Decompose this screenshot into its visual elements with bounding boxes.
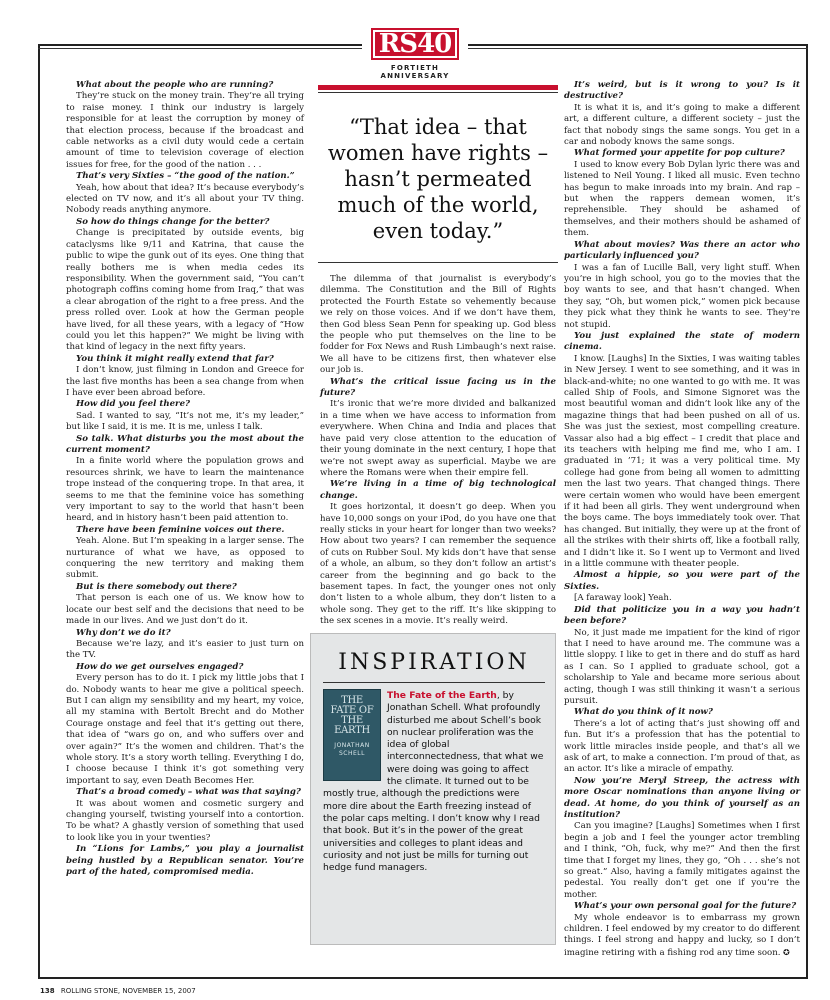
interview-answer: That person is each one of us. We know how to locate our best self and the decisions that need to be made in our lives. And we just don’t do it.	[66, 593, 304, 627]
interview-answer: They’re stuck on the money train. They’re all trying to raise money. I think our industry is largely responsible for at least the corruption by money of that election process, because if the broadcast and cable networks as a civil duty would cede a certain amount of time to television coverage of election issues for free, for the good of the nation . . .	[66, 91, 304, 170]
interview-answer: No, it just made me impatient for the kind of rigor that I need to have around me. The commune was a little sloppy. I like to get in there and do stuff as hard as I can. So I applied to graduate school, got a scholarship to Yale and became more serious about acting, though I was still thinking it wasn’t a serious pursuit.	[564, 627, 800, 706]
interview-question: But is there somebody out there?	[76, 581, 237, 592]
interview-question: Now you’re Meryl Streep, the actress with more Oscar nominations than anyone living or dead. At home, do you think of yourself as an institution?	[564, 775, 800, 820]
page-number: 138	[40, 987, 55, 995]
interview-answer: [A faraway look] Yeah.	[574, 593, 672, 604]
book-cover-author: JONATHAN SCHELL	[334, 742, 370, 757]
masthead	[362, 26, 468, 80]
article-column-2	[320, 274, 556, 628]
interview-question: What do you think of it now?	[574, 707, 713, 718]
interview-question: It’s weird, but is it wrong to you? Is it destructive?	[564, 80, 800, 102]
pull-quote-bottom-rule	[318, 262, 558, 263]
interview-question: What’s the critical issue facing us in the future?	[320, 376, 556, 399]
interview-answer: Yeah. Alone. But I’m speaking in a larger sense. The nurturance of what we have, as opposed to conquering the new territory and making them submit.	[66, 536, 304, 581]
interview-question: What about movies? Was there an actor who particularly influenced you?	[564, 239, 800, 262]
interview-question: You think it might really extend that far?	[76, 353, 274, 364]
interview-answer: Because we’re lazy, and it’s easier to just turn on the TV.	[66, 638, 304, 661]
footer-publication: ROLLING STONE, NOVEMBER 15, 2007	[60, 987, 196, 995]
interview-answer: I know. [Laughs] In the Sixties, I was waiting tables in New Jersey. I went to see something, and it was in black-and-white; no one wanted to go with me. It was called Ship of Fools, and Simone Signoret was the most beautiful woman and didn’t look like any of the magazine things that had been pushed on all of us. She was just the sexiest, most compelling creature. Vassar also had a big effect – I credit that place and its teachers with helping me find me, who I am. I graduated in ’71; it was a very political time. My college had gone from being all women to admitting men the last two years. That changed things. There were certain women who would have been emergent if it had been all girls. They went underground when the boys came. The boys immediately took over. That has changed. But initially, they were up at the front of all the strikes with their shirts off, like a football rally, and I didn’t like it. So I went up to Vermont and lived in a little commune with theater people.	[564, 353, 800, 570]
inspiration-book-title: The Fate of the Earth	[387, 690, 497, 701]
interview-answer: It’s ironic that we’re more divided and balkanized in a time when we have access to information from everywhere. When China and India and places that have paid very close attention to the education of their young dominate in the next century, I hope that we’re not swept away as superficial. Maybe we are where the Romans were when their empire fell.	[320, 399, 556, 478]
interview-question: In “Lions for Lambs,” you play a journalist being hustled by a Republican senator. You’re part of the hated, compromised media.	[66, 844, 304, 878]
interview-question: There have been feminine voices out there.	[76, 524, 285, 535]
interview-question: How did you feel there?	[76, 399, 191, 410]
interview-question: What formed your appetite for pop culture?	[574, 148, 785, 159]
inspiration-body: , by Jonathan Schell. What profoundly disturbed me about Schell’s book on nuclear proliferation was the idea of global interconnectedness, that what we were doing was going to affect the climate. It turned out to be mostly true, although the predictions were more dire about the Earth freezing instead of the polar caps melting. I don’t know why I read that book. But it’s in the power of the great universities and colleges to plant ideas and curiosity and not just be mills for turning out hedge fund managers.	[323, 690, 544, 874]
page-footer	[40, 987, 196, 995]
interview-answer: It was about women and cosmetic surgery and changing yourself, twisting yourself into a contortion. To be what? A ghastly version of something that used to look like you in your twenties?	[66, 798, 304, 843]
article-column-1	[66, 80, 304, 878]
inspiration-heading: INSPIRATION	[338, 650, 530, 675]
interview-answer: I used to know every Bob Dylan lyric there was and listened to Neil Young. I liked all music. Even techno has begun to make inroads into my brain. And rap – but when the rappers demean women, it’s reprehensible. They should be ashamed of themselves, and their mothers should be ashamed of them.	[564, 159, 800, 239]
interview-answer: It is what it is, and it’s going to make a different art, a different culture, a different society – just the fact that nobody sings the same songs. You get in a car and nobody knows the same songs.	[564, 102, 800, 148]
pull-quote-red-rule	[318, 85, 558, 90]
pull-quote: “That idea – that women have rights – hasn’t permeated much of the world, even today.”	[327, 115, 549, 243]
interview-answer: I was a fan of Lucille Ball, very light stuff. When you’re in high school, you go to the movies that the boy wants to see, and that hasn’t changed. When they say, “Oh, but women pick,” women pick because they pick what they think he wants to see. They’re not stupid.	[564, 262, 800, 330]
interview-answer: Every person has to do it. I pick my little jobs that I do. Nobody wants to hear me give a political speech. But I can align my sensibility and my heart, my voice, all my stamina with Bertolt Brecht and do Mother Courage onstage and feel that it’s getting out there, that idea of “wars go on, and who suffers over and over again?” It’s the women and children. That’s the whole story. It’s a story worth telling. Everything I do, I choose because I think it’s got something very important to say, even Death Becomes Her.	[66, 673, 304, 786]
interview-question: So how do things change for the better?	[76, 216, 270, 227]
interview-question: We’re living in a time of big technological change.	[320, 479, 556, 501]
interview-answer: The dilemma of that journalist is everybody’s dilemma. The Constitution and the Bill of Rights protected the Fourth Estate so vehemently because we rely on those voices. And if we don’t have them, then God bless Sean Penn for speaking up. God bless the people who put themselves on the line to be fodder for Fox News and Rush Limbaugh’s next raise. We all have to be citizens first, then whatever else our job is.	[320, 274, 556, 376]
inspiration-text	[323, 690, 545, 874]
interview-answer: Yeah, how about that idea? It’s because everybody’s elected on TV now, and it’s all about your TV thing. Nobody reads anything anymore.	[66, 182, 304, 216]
interview-question: That’s a broad comedy – what was that saying?	[76, 787, 301, 798]
interview-answer: I don’t know, just filming in London and Greece for the last five months has been a sea change from when I have ever been abroad before.	[66, 365, 304, 398]
interview-question: What about the people who are running?	[76, 80, 274, 90]
interview-answer: It goes horizontal, it doesn’t go deep. When you have 10,000 songs on your iPod, do you have one that really sticks in your heart for longer than two weeks? How about two years? I can remember the sequence of cuts on Rubber Soul. My kids don’t have that sense of a whole, an album, so they don’t follow an artist’s career from the beginning and go back to the basement tapes. In fact, the younger ones not only don’t listen to a whole album, they don’t listen to a whole song. They get to the riff. It’s like skipping to the sex scenes in a movie. It’s really weird.	[320, 502, 556, 627]
interview-answer: Sad. I wanted to say, “It’s not me, it’s my leader,” but like I said, it is me. It is me, unless I talk.	[66, 410, 304, 433]
interview-question: Why don’t we do it?	[76, 627, 171, 638]
interview-answer: There’s a lot of acting that’s just showing off and fun. But it’s a profession that has the potential to work little miracles inside people, and that’s all we ask of art, to make a connection. I’m proud of that, as an actor. It’s like a miracle of empathy.	[564, 718, 800, 775]
interview-answer: Can you imagine? [Laughs] Sometimes when I first begin a job and I feel the younger actor trembling and I think, “Oh, fuck, why me?” And then the first time that I forget my lines, they go, “Oh . . . she’s not so great.” Also, having a family mitigates against the pedestal. You really don’t get one if you’re the mother.	[564, 821, 800, 900]
interview-answer: Change is precipitated by outside events, big cataclysms like 9/11 and Katrina, that cause the public to wipe the gunk out of its eyes. One thing that really bothers me is when media cedes its responsibility. When the government said, “You can’t photograph coffins coming home from Iraq,” that was a clear abrogation of the right to a free press. And the press rolled over. Look at how the German people have lived, for all these years, with a legacy of “How could you let this happen?” We might be living with that kind of legacy in the next fifty years.	[66, 228, 304, 353]
rs40-logo: RS40	[371, 28, 460, 60]
book-cover-title: THE FATE OF THE EARTH	[330, 695, 374, 736]
end-mark-icon: ✪	[780, 947, 790, 957]
interview-answer: In a finite world where the population grows and resources shrink, we have to learn the maintenance trope instead of the conquering trope. In that area, it seems to me that the feminine voice has something very important to say to the world that hasn’t been heard, and in history hasn’t been paid attention to.	[66, 456, 304, 524]
inspiration-sidebar	[310, 633, 556, 945]
interview-question: You just explained the state of modern cinema.	[564, 330, 800, 353]
interview-question: That’s very Sixties – “the good of the nation.”	[76, 171, 295, 182]
article-column-3	[564, 80, 800, 959]
interview-question: Did that politicize you in a way you hadn’t been before?	[564, 604, 800, 627]
interview-question: So talk. What disturbs you the most about the current moment?	[66, 433, 304, 455]
pull-quote-top-rule	[318, 92, 558, 93]
interview-question: How do we get ourselves engaged?	[76, 661, 244, 672]
masthead-subtitle: FORTIETH ANNIVERSARY	[380, 64, 450, 80]
interview-question: What’s your own personal goal for the future?	[574, 901, 797, 912]
interview-answer: My whole endeavor is to embarrass my grown children. I feel endowed by my creator to do different things. I feel strong and happy and lucky, so I don’t imagine retiring with a fishing rod any time soon. ✪	[564, 912, 800, 958]
inspiration-rule	[323, 682, 545, 683]
interview-question: Almost a hippie, so you were part of the Sixties.	[564, 570, 800, 592]
